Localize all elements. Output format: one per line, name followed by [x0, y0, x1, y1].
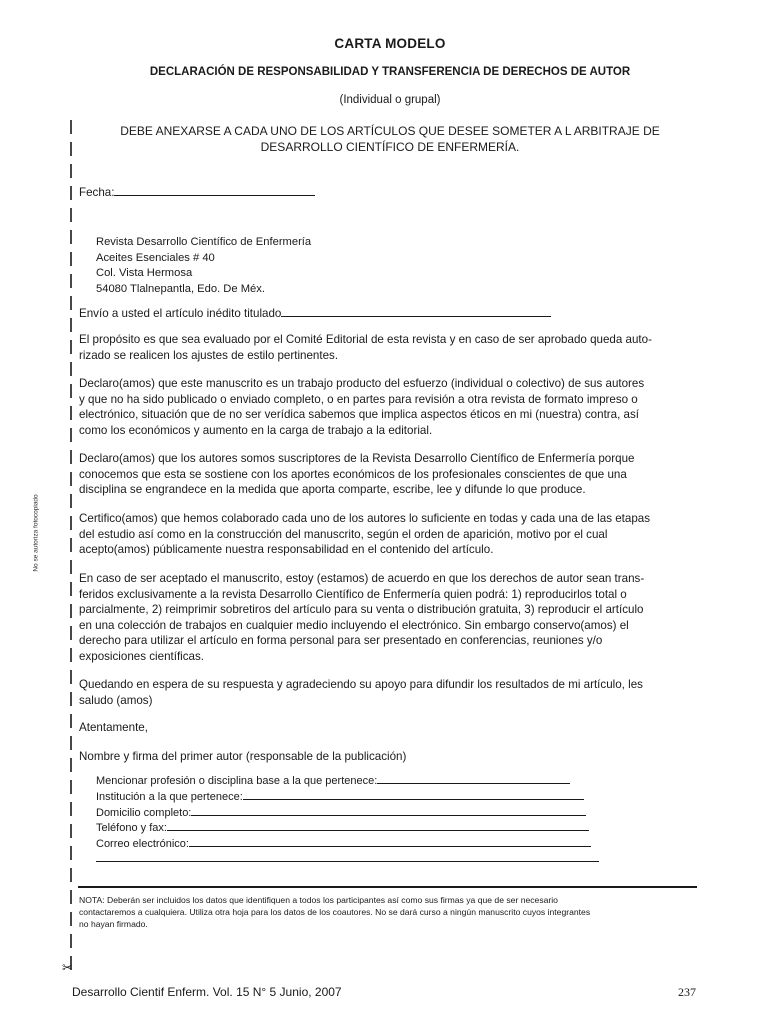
institution-label: Institución a la que pertenece: [96, 791, 243, 803]
paragraph-originality [79, 376, 699, 438]
closing-salutation: Atentamente, [79, 721, 148, 734]
note-line: no hayan firmado. [79, 919, 148, 929]
email-label: Correo electrónico: [96, 838, 189, 850]
text-line: En caso de ser aceptado el manuscrito, estoy (estamos) de acuerdo en que los derechos de autor sean trans- [79, 572, 645, 585]
dashed-cut-line [68, 120, 74, 972]
text-line: parcialmente, 2) reimprimir sobretiros del artículo para su venta o distribución gratuita, 3) reproducir el artículo [79, 603, 644, 616]
text-line: en una colección de trabajos en cualquier medio incluyendo el electrónico. Sin embargo conservo(amos) el [79, 618, 629, 632]
date-blank[interactable] [114, 183, 315, 196]
text-line: Declaro(amos) que este manuscrito es un trabajo producto del esfuerzo (individual o colectivo) de sus autores [79, 377, 645, 390]
paragraph-copyright-transfer [79, 571, 699, 664]
text-line: disciplina se engrandece en la medida que aporta comparte, escribe, lee y difunde lo que produce. [79, 483, 586, 496]
home-address-label: Domicilio completo: [96, 807, 192, 819]
text-line: exposiciones científicas. [79, 649, 205, 663]
paragraph-closing [79, 677, 699, 708]
home-address-blank[interactable] [191, 803, 586, 816]
profession-label: Mencionar profesión o disciplina base a la que pertenece: [96, 775, 378, 787]
address-line: Revista Desarrollo Científico de Enfermería [96, 236, 312, 248]
address-line: Col. Vista Hermosa [96, 267, 193, 279]
page-number: 237 [678, 985, 696, 999]
text-line: y que no ha sido publicado o enviado completo, o en partes para revisión a otra revista de formato impreso o [79, 392, 638, 406]
extra-blank-line[interactable] [96, 849, 599, 867]
notice-line: DEBE ANEXARSE A CADA UNO DE LOS ARTÍCULOS QUE DESEE SOMETER A L ARBITRAJE DE [120, 124, 660, 138]
signature-label: Nombre y firma del primer autor (responsable de la publicación) [79, 750, 407, 763]
text-line: derecho para utilizar el artículo en forma personal para ser presentado en conferencias, reuniones y/o [79, 634, 603, 647]
note-line: NOTA: Deberán ser incluidos los datos que identifiquen a todos los participantes así como sus firmas ya que de ser necesario [79, 895, 558, 905]
text-line: electrónico, situación que de no ser verídica sabemos que implica aspectos éticos en mi (nuestra) contra, así [79, 408, 640, 421]
text-line: conocemos que esta se sostiene con los aportes económicos de los profesionales conscientes de que una [79, 467, 627, 481]
text-line: del estudio así como en la construcción del manuscrito, según el orden de aparición, motivo por el cual [79, 527, 608, 541]
article-title-label: Envío a usted el artículo inédito titulado [79, 307, 282, 320]
date-field[interactable] [79, 183, 699, 201]
text-line: El propósito es que sea evaluado por el Comité Editorial de esta revista y en caso de ser aprobado queda auto- [79, 333, 652, 346]
scissors-icon: ✂ [62, 960, 73, 975]
submission-notice [90, 123, 690, 155]
extra-blank[interactable] [96, 849, 599, 862]
note-separator [78, 886, 697, 888]
article-title-blank[interactable] [281, 304, 551, 317]
notice-line: DESARROLLO CIENTÍFICO DE ENFERMERÍA. [260, 140, 520, 154]
paragraph-purpose [79, 332, 699, 363]
address-line: 54080 Tlalnepantla, Edo. De Méx. [96, 282, 265, 295]
text-line: feridos exclusivamente a la revista Desarrollo Científico de Enfermería quien podrá: 1) reproducirlos total o [79, 587, 627, 601]
text-line: rizado se realicen los ajustes de estilo pertinentes. [79, 348, 339, 362]
email-blank[interactable] [189, 834, 591, 847]
text-line: Quedando en espera de su respuesta y agradeciendo su apoyo para difundir los resultados de mi artículo, les [79, 678, 643, 691]
declaration-mode: (Individual o grupal) [339, 94, 441, 106]
profession-blank[interactable] [377, 771, 570, 784]
document-subtitle: DECLARACIÓN DE RESPONSABILIDAD Y TRANSFERENCIA DE DERECHOS DE AUTOR [149, 66, 631, 78]
side-note: No se autoriza fotocopiado [32, 494, 40, 572]
phone-fax-label: Teléfono y fax: [96, 822, 167, 834]
note-line: contactaremos a cualquiera. Utiliza otra hoja para los datos de los coautores. No se dará curso a ningún manuscrito cuyos integrantes [79, 907, 591, 917]
article-title-field[interactable] [79, 304, 699, 322]
phone-fax-blank[interactable] [167, 818, 589, 831]
address-line: Aceites Esenciales # 40 [96, 251, 215, 264]
text-line: acepto(amos) públicamente nuestra responsabilidad en el contenido del artículo. [79, 543, 494, 556]
text-line: Declaro(amos) que los autores somos suscriptores de la Revista Desarrollo Científico de Enfermería porque [79, 452, 635, 465]
text-line: como los económicos y aumento en la carga de trabajo a la editorial. [79, 423, 433, 437]
text-line: saludo (amos) [79, 693, 153, 707]
footer-citation: Desarrollo Cientif Enferm. Vol. 15 N° 5 Junio, 2007 [72, 985, 342, 999]
institution-blank[interactable] [243, 787, 584, 800]
note-block [79, 894, 699, 930]
paragraph-certification [79, 511, 699, 558]
date-label: Fecha: [79, 186, 115, 199]
journal-address [96, 235, 311, 297]
text-line: Certifico(amos) que hemos colaborado cada uno de los autores lo suficiente en todas y cada una de las etapas [79, 512, 651, 525]
paragraph-subscribers [79, 451, 699, 498]
document-title: CARTA MODELO [334, 36, 446, 51]
